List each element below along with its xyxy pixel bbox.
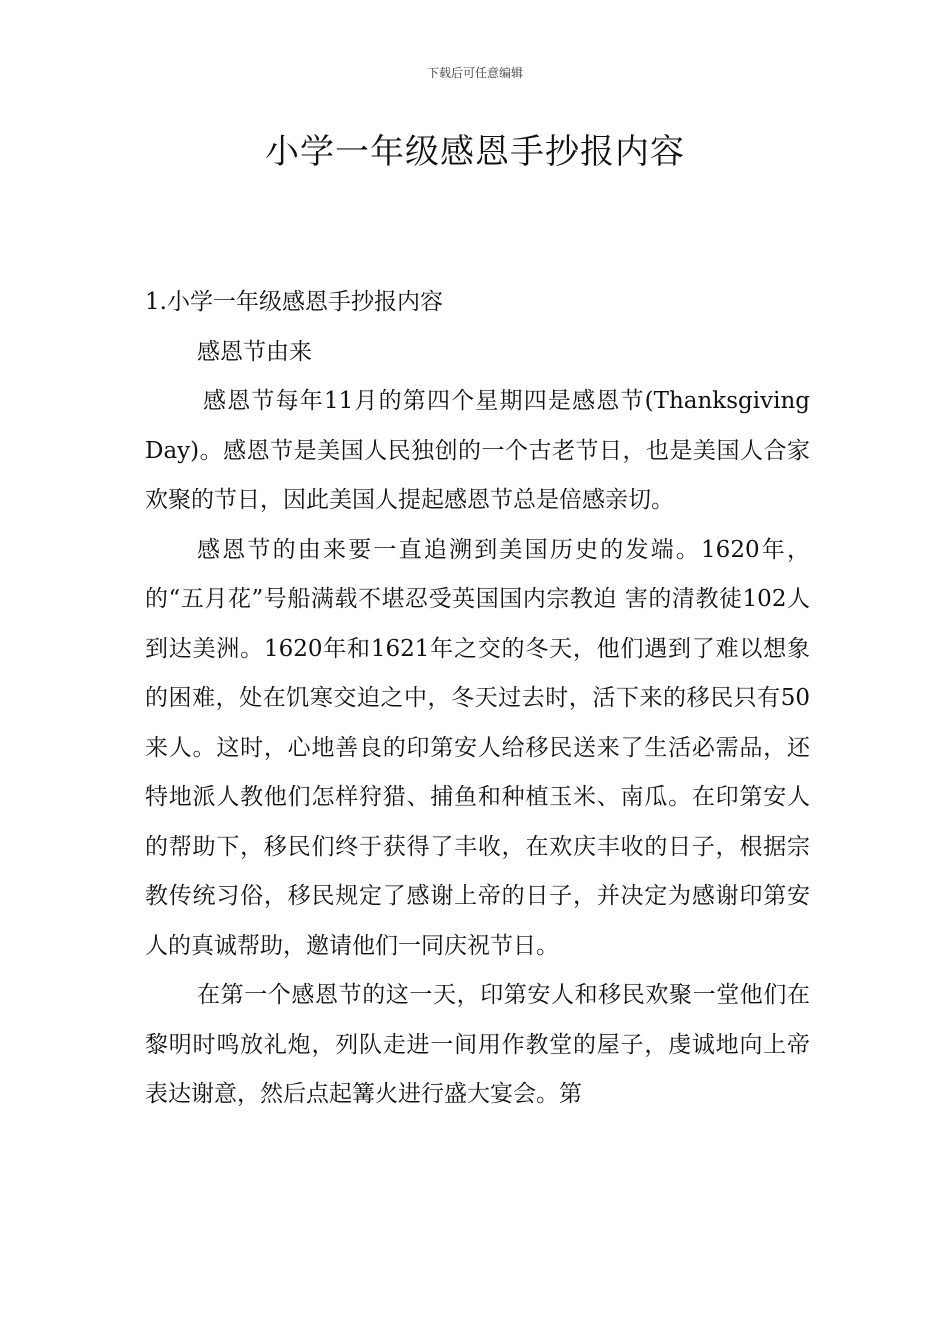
document-title: 小学一年级感恩手抄报内容 [265,132,685,172]
paragraph: 感恩节每年11月的第四个星期四是感恩节(Thanksgiving Day)。感恩节是美国人民独创的一个古老节日，也是美国人合家欢聚的节日，因此美国人提起感恩节总是倍感亲切。 [145,388,810,513]
paragraph: 感恩节的由来要一直追溯到美国历史的发端。1620年，的“五月花”号船满载不堪忍受英国国内宗教迫 害的清教徒102人到达美洲。1620年和1621年之交的冬天，他们遇到了难以想象的困难，处在饥寒交迫之中，冬天过去时，活下来的移民只有50来人。这时，心地善良的印第安人给移民送来了生活必需品，还特地派人教他们怎样狩猎、捕鱼和种植玉米、南瓜。在印第安人的帮助下，移民们终于获得了丰收，在欢庆丰收的日子，根据宗教传统习俗，移民规定了感谢上帝的日子，并决定为感谢印第安人的真诚帮助，邀请他们一同庆祝节日。 [145,536,810,959]
paragraph: 在第一个感恩节的这一天，印第安人和移民欢聚一堂他们在黎明时鸣放礼炮，列队走进一间用作教堂的屋子，虔诚地向上帝表达谢意，然后点起篝火进行盛大宴会。第 [145,982,810,1107]
header-note: 下载后可任意编辑 [426,66,523,80]
sub-heading: 感恩节由来 [197,338,312,365]
document-body [145,278,810,1120]
section-heading: 1.小学一年级感恩手抄报内容 [145,289,443,315]
